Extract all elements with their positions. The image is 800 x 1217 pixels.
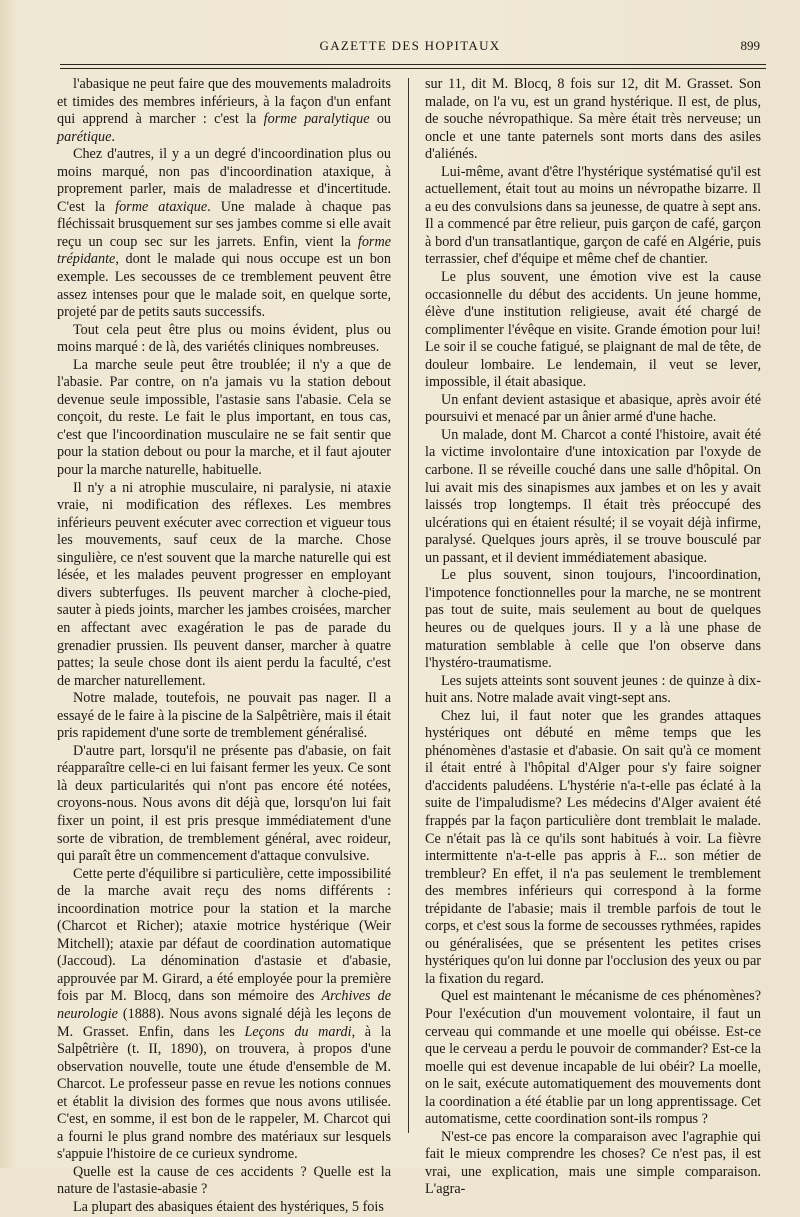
paragraph: Un malade, dont M. Charcot a conté l'histoire, avait été la victime involontaire d'une intoxication par l'oxyde de carbone. Il se réveille couché dans une salle d'hôpital. On lui avait mis des sinapismes aux jambes et on les y avait laissés trop longtemps. Il était très préoccupé des ulcérations qui en étaient résulté; il se voyait déjà infirme, paralysé. Quelques jours après, il se trouve bousculé par un passant, et il devient immédiatement abasique. bbox=[425, 426, 761, 566]
text-run: l'abasique ne peut faire que des mouvements maladroits et timides des membres inférieurs, à la façon d'un enfant qui apprend à marcher : c'est la bbox=[57, 76, 391, 128]
italic-text: forme ataxique bbox=[115, 198, 208, 215]
paragraph: D'autre part, lorsqu'il ne présente pas d'abasie, on fait réapparaître celle-ci en lui faisant fermer les yeux. Ce sont là deux particularités qui n'ont pas encore été notées, croyons-nous. Nous avons dit déjà que, lorsqu'on lui fait fixer un point, il est pris presque immédiatement d'une sorte de vibration, de tremblement général, avec roideur, qui paraît être un commencement d'attaque convulsive. bbox=[57, 742, 391, 865]
text-run: (1888). Nous avons signalé déjà les leçons de M. Grasset. Enfin, dans les bbox=[57, 1005, 391, 1040]
left-column bbox=[57, 76, 391, 1217]
header-rule-thick bbox=[60, 64, 766, 65]
paragraph: Chez lui, il faut noter que les grandes attaques hystériques ont débuté en même temps que les phénomènes d'astasie et d'abasie. On sait qu'à ce moment il était entré à l'hôpital d'Alger pour s'y faire soigner d'accidents paludéens. L'hystérie n'a-t-elle pas éclaté à la suite de l'impaludisme? Les médecins d'Alger avaient été frappés par la façon particulière dont tremblait le malade. Ce n'était pas là ce qu'ils sont habitués à voir. La fièvre intermittente n'a-t-elle pas appris à F... son métier de trembleur? En effet, il n'a pas seulement le tremblement des membres inférieurs qui correspond à la forme trépidante de l'abasie; mais il tremble parfois de tout le corps, et c'est sous la forme de secousses rythmées, rapides ou généralisées, que se présentent les petites crises hystériques qu'on lui donne par l'occlusion des yeux ou par la fixation du regard. bbox=[425, 707, 761, 987]
paragraph: N'est-ce pas encore la comparaison avec l'agraphie qui fait le mieux comprendre les choses? Ce n'est pas, il est vrai, une explication, mais une simple comparaison. L'agra- bbox=[425, 1128, 761, 1198]
paragraph: Il n'y a ni atrophie musculaire, ni paralysie, ni ataxie vraie, ni modification des réflexes. Les membres inférieurs peuvent exécuter avec correction et vigueur tous les mouvements, sauf ceux de la marche. Chose singulière, ce n'est souvent que la marche naturelle qui est lésée, et les malades peuvent progresser en employant divers subterfuges. Ils peuvent marcher à cloche-pied, sauter à pieds joints, marcher les jambes croisées, marcher en affectant avec exagération le pas de parade du grenadier prussien. Ils peuvent danser, marcher à quatre pattes; la seule chose dont ils aient perdu la faculté, c'est de marcher naturellement. bbox=[57, 479, 391, 689]
paragraph bbox=[57, 866, 391, 1164]
italic-text: Archives de neurologie bbox=[57, 988, 392, 1022]
text-run: . bbox=[111, 128, 115, 145]
journal-title: GAZETTE DES HOPITAUX bbox=[319, 38, 501, 53]
paragraph: Lui-même, avant d'être l'hystérique systématisé qu'il est actuellement, était tout au moins un névropathe bizarre. Il a eu des convulsions dans sa jeunesse, de quatre à sept ans. Il a commencé par être relieur, puis garçon de café, garçon à bord d'un transatlantique, garçon de café en Algérie, puis terrassier, chef d'équipe et même chef de chantier. bbox=[425, 163, 761, 268]
column-divider bbox=[408, 78, 409, 1133]
page-number: 899 bbox=[740, 38, 760, 53]
paragraph: La marche seule peut être troublée; il n'y a que de l'abasie. Par contre, on n'a jamais vu la station debout devenue seule impossible, l'astasie sans l'abasie. Cela se conçoit, du reste. Le fait le plus important, en tous cas, c'est que l'incoordination musculaire ne se fait sentir que pour la station debout ou pour la marche, et il faut ajouter pour la marche naturelle, habituelle. bbox=[57, 356, 391, 479]
text-run: , à la Salpêtrière (t. II, 1890), on trouvera, à propos d'une observation nouvelle, toute une étude d'ensemble de M. Charcot. Le professeur passe en revue les notions connues et établit la division des formes que nous avons utilisée. C'est, en somme, il est bon de le rappeler, M. Charcot qui a fourni le plus grand nombre des matériaux sur lesquels s'appuie l'histoire de ce curieux syndrome. bbox=[57, 1023, 391, 1163]
text-run: , dont le malade qui nous occupe est un bon exemple. Les secousses de ce tremblement peuvent être assez intenses pour que le malade soit, en quelque sorte, projeté par de petits sauts successifs. bbox=[57, 251, 391, 321]
paragraph: Le plus souvent, une émotion vive est la cause occasionnelle du début des accidents. Un jeune homme, élève d'une institution religieuse, avait été chargé de complimenter l'évêque en visite. Grande émotion pour lui! Le soir il se couche fatigué, se plaignant de mal de tête, de douleur lombaire. Le lendemain, il veut se lever, impossible, il était abasique. bbox=[425, 269, 761, 391]
paragraph: Quelle est la cause de ces accidents ? Quelle est la nature de l'astasie-abasie ? bbox=[57, 1163, 391, 1198]
text-run: Cette perte d'équilibre si particulière, cette impossibilité de la marche avait reçu des noms différents : incoordination motrice pour la station et la marche (Charcot et Richer); ataxie motrice hystérique (Weir Mitchell); ataxie par défaut de coordination automatique (Jaccoud). La dénomination d'astasie et d'abasie, approuvée par M. Girard, a été employée pour la première fois par M. Blocq, dans son mémoire des bbox=[57, 865, 391, 1005]
paragraph: Un enfant devient astasique et abasique, après avoir été poursuivi et menacé par un ânier armé d'une hache. bbox=[425, 391, 761, 426]
paragraph: sur 11, dit M. Blocq, 8 fois sur 12, dit M. Grasset. Son malade, on l'a vu, est un grand hystérique. Il est, de plus, de souche névropathique. Sa mère était très nerveuse; un oncle et une tante paternels sont morts dans des asiles d'aliénés. bbox=[425, 76, 761, 163]
italic-text: parétique bbox=[57, 128, 112, 145]
paragraph: Le plus souvent, sinon toujours, l'incoordination, l'impotence fonctionnelles pour la marche, ne se montrent pas tout de suite, mais seulement au bout de quelques heures ou de quelques jours. Il y a là une phase de maturation semblable à celle que l'on observe dans l'hystéro-traumatisme. bbox=[425, 567, 761, 672]
paragraph bbox=[57, 76, 391, 146]
italic-text: forme paralytique bbox=[263, 111, 370, 128]
text-run: Chez d'autres, il y a un degré d'incoordination plus ou moins marqué, non pas d'incoordination ataxique, à proprement parler, mais de maladresse et d'incertitude. C'est la bbox=[57, 146, 391, 215]
paragraph: Tout cela peut être plus ou moins évident, plus ou moins marqué : de là, des variétés cliniques nombreuses. bbox=[57, 321, 391, 356]
text-run: ou bbox=[369, 111, 392, 128]
paragraph bbox=[57, 146, 391, 321]
paragraph: La plupart des abasiques étaient des hystériques, 5 fois bbox=[73, 1199, 384, 1215]
paragraph: Quel est maintenant le mécanisme de ces phénomènes? Pour l'exécution d'un mouvement volontaire, il faut un cerveau qui commande et une moelle qui obéisse. Est-ce que le cerveau a perdu le pouvoir de commander? Est-ce la moelle qui est devenue incapable de lui obéir? La moelle, on le sait, exécute automatiquement des mouvements dont la coordination a été établie par un long apprentissage. Cet automatisme, cette coordination sont-ils rompus ? bbox=[425, 988, 761, 1128]
italic-text: Leçons du mardi bbox=[244, 1023, 352, 1040]
header-rule-thin bbox=[60, 68, 766, 69]
italic-text: forme trépidante bbox=[57, 233, 391, 268]
running-header bbox=[60, 38, 760, 58]
paragraph: Notre malade, toutefois, ne pouvait pas nager. Il a essayé de le faire à la piscine de la Salpêtrière, mais il était pris rapidement d'une sorte de tremblement généralisé. bbox=[57, 690, 391, 742]
text-run: . Une malade à chaque pas fléchissait brusquement sur ses jambes comme si elle avait reçu un coup sec sur les jarrets. Enfin, vient la bbox=[57, 198, 391, 250]
paragraph: Les sujets atteints sont souvent jeunes : de quinze à dix-huit ans. Notre malade avait vingt-sept ans. bbox=[425, 672, 761, 707]
right-column bbox=[425, 76, 761, 1199]
